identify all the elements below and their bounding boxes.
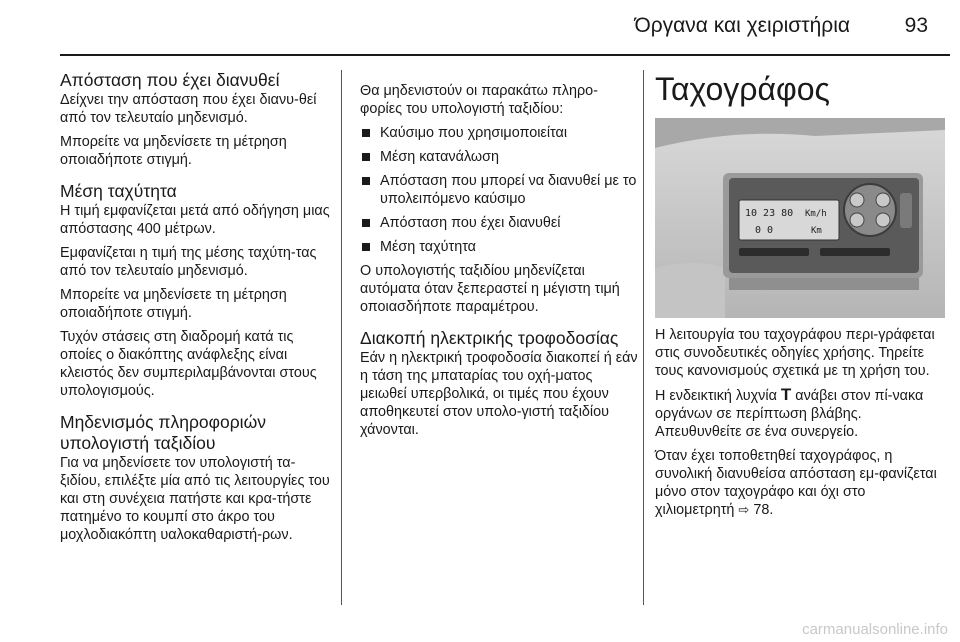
- paragraph: Η τιμή εμφανίζεται μετά από οδήγηση μιας απόστασης 400 μέτρων.: [60, 203, 330, 237]
- paragraph: Μπορείτε να μηδενίσετε τη μέτρηση οποιαδήποτε στιγμή.: [60, 287, 287, 321]
- paragraph: Δείχνει την απόσταση που έχει διανυ-θεί από τον τελευταίο μηδενισμό.: [60, 92, 317, 126]
- paragraph: Εάν η ηλεκτρική τροφοδοσία διακοπεί ή εάν η τάση της μπαταρίας του οχή-ματος μειωθεί υπερβολικά, οι τιμές που έχουν αποθηκευτεί στον υπολο-γιστή ταξιδίου χάνονται.: [360, 350, 638, 438]
- bullet-icon: [362, 129, 370, 137]
- section-distance-travelled: [60, 70, 330, 169]
- section-heading: Απόσταση που έχει διανυθεί: [60, 70, 280, 90]
- paragraph-warning-lamp: Η ενδεικτική λυχνία T ανάβει στον πί-νακα οργάνων σε περίπτωση βλάβης. Απευθυνθείτε σε ένα συνεργείο.: [655, 385, 924, 440]
- tachograph-title: Ταχογράφος: [655, 71, 830, 107]
- paragraph-odometer-note: Όταν έχει τοποθετηθεί ταχογράφος, η συνολική διανυθείσα απόσταση εμ-φανίζεται μόνο στον ταχογράφο και όχι στο χιλιομετρητή ⇨ 78.: [655, 448, 937, 518]
- tachograph-photo: [655, 118, 945, 318]
- display-line4: Km: [811, 226, 822, 236]
- display-line1: 10 23 80: [745, 208, 794, 219]
- section-heading: Διακοπή ηλεκτρικής τροφοδοσίας: [360, 328, 619, 348]
- paragraph: Ο υπολογιστής ταξιδίου μηδενίζεται αυτόματα όταν ξεπεραστεί η μέγιστη τιμή οποιασδήποτε παραμέτρου.: [360, 263, 620, 315]
- header-rule: [60, 54, 950, 56]
- reset-items-list: [360, 124, 640, 256]
- list-item: Απόσταση που έχει διανυθεί: [360, 214, 640, 232]
- section-heading: Μηδενισμός πληροφοριών υπολογιστή ταξιδίου: [60, 412, 266, 453]
- tachograph-illustration: [655, 118, 945, 318]
- column-middle: [360, 82, 640, 451]
- paragraph: Για να μηδενίσετε τον υπολογιστή τα-ξιδίου, επιλέξτε μία από τις λειτουργίες του και στη συνέχεια πατήστε και κρα-τήστε πατημένο το κουμπί στο άκρο του μοχλοδιακόπτη υαλοκαθαριστή-ρων.: [60, 455, 330, 543]
- paragraph: Μπορείτε να μηδενίσετε τη μέτρηση οποιαδήποτε στιγμή.: [60, 134, 287, 168]
- section-power-interruption: [360, 328, 640, 439]
- paragraph: Η λειτουργία του ταχογράφου περι-γράφεται στις συνοδευτικές οδηγίες χρήσης. Τηρείτε τους κανονισμούς σχετικά με τη χρήση του.: [655, 327, 935, 379]
- page-reference[interactable]: 78.: [749, 502, 774, 518]
- bullet-icon: [362, 219, 370, 227]
- paragraph: Θα μηδενιστούν οι παρακάτω πληρο-φορίες του υπολογιστή ταξιδίου:: [360, 83, 598, 117]
- page-reference-arrow-icon: ⇨: [738, 502, 750, 517]
- watermark: carmanualsonline.info: [802, 621, 948, 638]
- bullet-icon: [362, 243, 370, 251]
- display-line3: 0 0: [755, 225, 774, 236]
- page-header-title: Όργανα και χειριστήρια: [634, 14, 850, 37]
- column-right: [655, 70, 945, 525]
- list-item: Μέση ταχύτητα: [360, 238, 640, 256]
- paragraph: Εμφανίζεται η τιμή της μέσης ταχύτη-τας από τον τελευταίο μηδενισμό.: [60, 245, 317, 279]
- list-item: Μέση κατανάλωση: [360, 148, 640, 166]
- list-item: Καύσιμο που χρησιμοποιείται: [360, 124, 640, 142]
- tachograph-lamp-icon: T: [780, 385, 792, 404]
- column-divider: [643, 70, 644, 605]
- paragraph: Τυχόν στάσεις στη διαδρομή κατά τις οποίες ο διακόπτης ανάφλεξης είναι κλειστός δεν συμπεριλαμβάνονται στους υπολογισμούς.: [60, 329, 317, 399]
- column-left: [60, 70, 330, 556]
- column-divider: [341, 70, 342, 605]
- list-item: Απόσταση που μπορεί να διανυθεί με το υπολειπόμενο καύσιμο: [360, 172, 640, 208]
- display-line2: Km/h: [805, 209, 827, 219]
- section-heading: Μέση ταχύτητα: [60, 181, 177, 201]
- section-average-speed: [60, 181, 330, 400]
- bullet-icon: [362, 177, 370, 185]
- bullet-icon: [362, 153, 370, 161]
- page-number: 93: [904, 14, 928, 37]
- section-reset-trip-computer: [60, 412, 330, 544]
